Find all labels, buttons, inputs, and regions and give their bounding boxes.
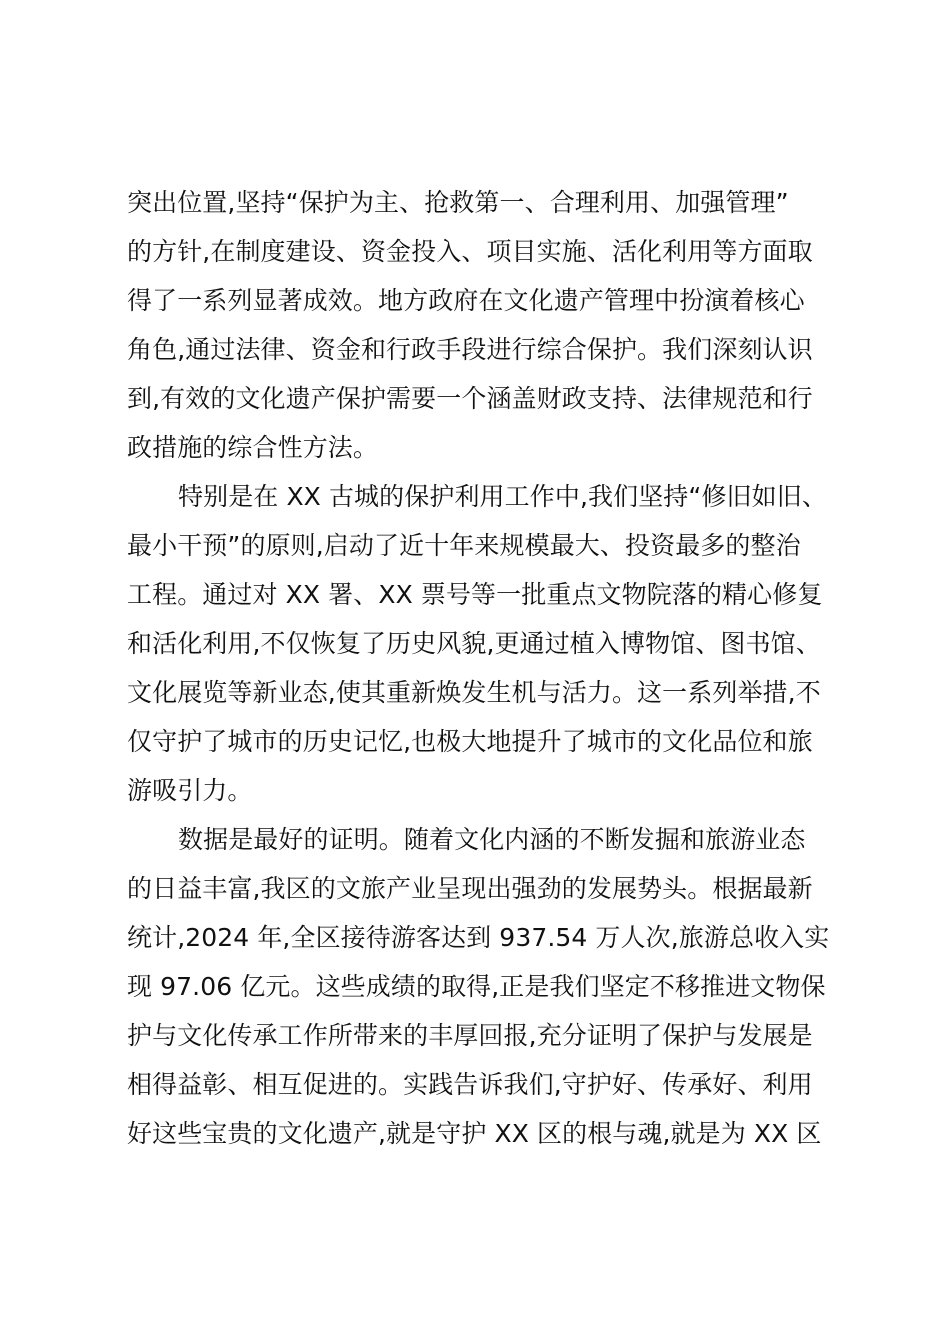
text-line: 到,有效的文化遗产保护需要一个涵盖财政支持、法律规范和行 (127, 384, 813, 413)
text-line: 相得益彰、相互促进的。实践告诉我们,守护好、传承好、利用 (127, 1070, 813, 1099)
text-line: 和活化利用,不仅恢复了历史风貌,更通过植入博物馆、图书馆、 (127, 629, 821, 658)
text-line: 角色,通过法律、资金和行政手段进行综合保护。我们深刻认识 (127, 335, 813, 364)
paragraph-start-line: 特别是在 XX 古城的保护利用工作中,我们坚持“修旧如旧、 (178, 482, 827, 511)
text-line: 文化展览等新业态,使其重新焕发生机与活力。这一系列举措,不 (127, 678, 821, 707)
text-line: 的日益丰富,我区的文旅产业呈现出强劲的发展势头。根据最新 (127, 874, 813, 903)
text-line: 统计,2024 年,全区接待游客达到 937.54 万人次,旅游总收入实 (127, 923, 830, 952)
text-line: 最小干预”的原则,启动了近十年来规模最大、投资最多的整治 (127, 531, 801, 560)
text-line: 游吸引力。 (127, 776, 253, 805)
text-line: 护与文化传承工作所带来的丰厚回报,充分证明了保护与发展是 (127, 1021, 813, 1050)
text-line: 的方针,在制度建设、资金投入、项目实施、活化利用等方面取 (127, 237, 813, 266)
text-line: 突出位置,坚持“保护为主、抢救第一、合理利用、加强管理” (127, 188, 789, 217)
paragraph-start-line: 数据是最好的证明。随着文化内涵的不断发掘和旅游业态 (178, 825, 806, 854)
body-text (127, 186, 837, 1166)
text-line: 得了一系列显著成效。地方政府在文化遗产管理中扮演着核心 (127, 286, 805, 315)
text-line: 现 97.06 亿元。这些成绩的取得,正是我们坚定不移推进文物保 (127, 972, 826, 1001)
text-line: 仅守护了城市的历史记忆,也极大地提升了城市的文化品位和旅 (127, 727, 813, 756)
text-line: 好这些宝贵的文化遗产,就是守护 XX 区的根与魂,就是为 XX 区 (127, 1119, 822, 1148)
text-line: 工程。通过对 XX 署、XX 票号等一批重点文物院落的精心修复 (127, 580, 823, 609)
text-line: 政措施的综合性方法。 (127, 433, 379, 462)
